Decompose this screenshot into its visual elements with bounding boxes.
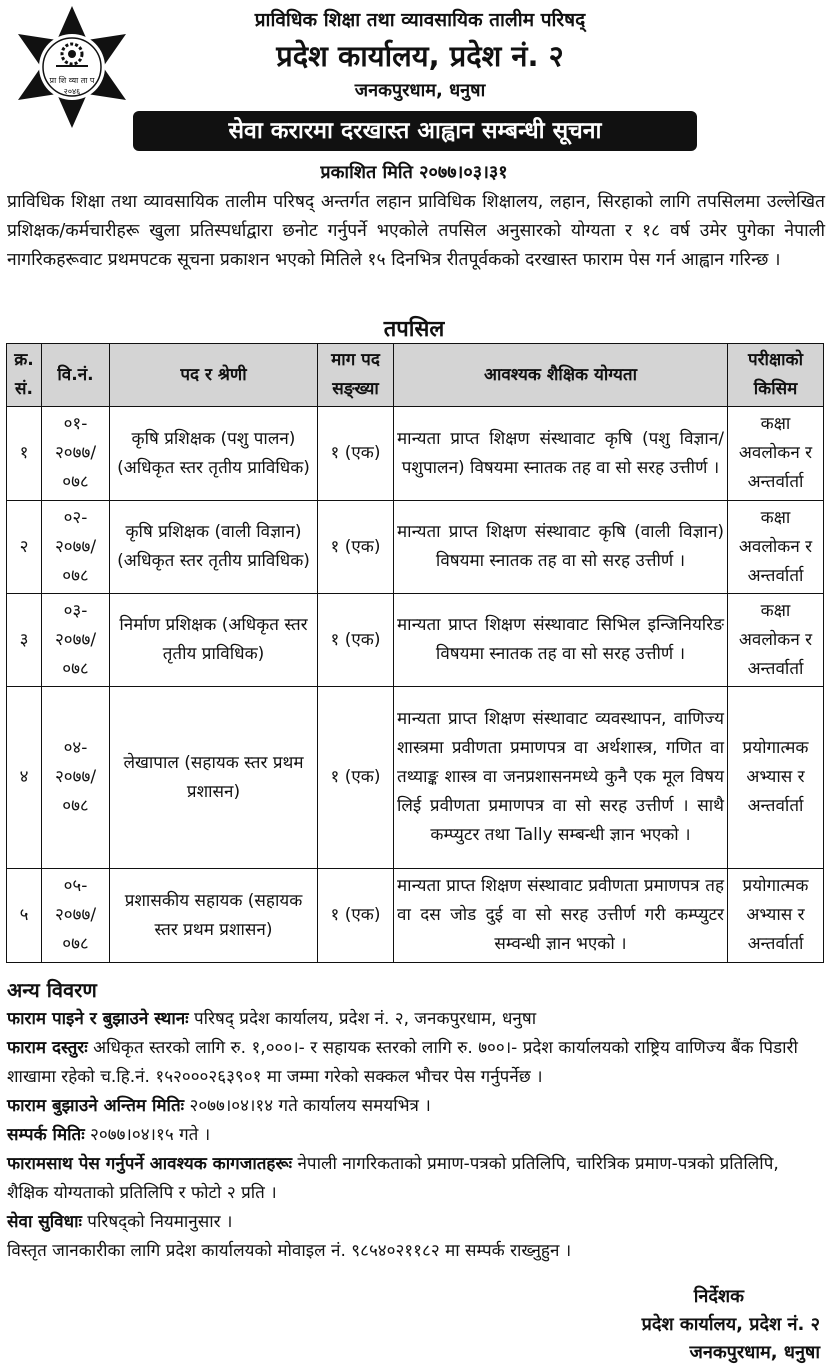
schedule-title: तपसिल [383, 317, 445, 342]
signature-block [642, 1283, 820, 1367]
detail-item [7, 1121, 825, 1150]
header-qualification: आवश्यक शैक्षिक योग्यता [394, 344, 728, 407]
detail-text: परिषद्को नियमानुसार । [81, 1212, 233, 1232]
detail-item [7, 1034, 825, 1092]
cell-exam-type: कक्षा अवलोकन र अन्तर्वार्ता [728, 594, 824, 687]
table-row [7, 407, 824, 501]
emblem-text: प्रा शि व्या ता प [49, 76, 95, 85]
detail-item [7, 1005, 825, 1034]
table-header-row [7, 344, 824, 407]
cell-demand: १ (एक) [318, 687, 394, 869]
emblem-year: २०४६ [63, 87, 81, 96]
cell-demand: १ (एक) [318, 594, 394, 687]
detail-text: २०७७।०४।१४ गते कार्यालय समयभित्र । [184, 1096, 431, 1116]
cell-qualification: मान्यता प्राप्त शिक्षण संस्थावाट कृषि (वाली विज्ञान) विषयमा स्नातक तह वा सो सरह उत्तीर्ण । [394, 501, 728, 594]
detail-item [7, 1150, 825, 1208]
other-details [7, 976, 825, 1266]
cell-adv-no: ०३- २०७७/ ०७८ [42, 594, 110, 687]
signatory-title: निर्देशक [693, 1286, 744, 1307]
cell-sn: २ [7, 501, 42, 594]
detail-text: परिषद् प्रदेश कार्यालय, प्रदेश नं. २, जनकपुरधाम, धनुषा [188, 1009, 537, 1029]
table-row [7, 687, 824, 869]
cell-qualification: मान्यता प्राप्त शिक्षण संस्थावाट प्रवीणता प्रमाणपत्र तह वा दस जोड दुई वा सो सरह उत्तीर्ण गरी कम्प्युटर सम्वन्धी ज्ञान भएको । [394, 869, 728, 963]
table-row [7, 869, 824, 963]
cell-post: लेखापाल (सहायक स्तर प्रथम प्रशासन) [110, 687, 318, 869]
cell-demand: १ (एक) [318, 407, 394, 501]
cell-adv-no: ०१- २०७७/ ०७८ [42, 407, 110, 501]
cell-post: कृषि प्रशिक्षक (पशु पालन) (अधिकृत स्तर तृतीय प्राविधिक) [110, 407, 318, 501]
cell-adv-no: ०५- २०७७/ ०७८ [42, 869, 110, 963]
ctevt-emblem-icon [8, 4, 136, 130]
table-row [7, 594, 824, 687]
office-location: जनकपुरधाम, धनुषा [354, 80, 486, 101]
detail-label: फारामसाथ पेस गर्नुपर्ने आवश्यक कागजातहरूः [7, 1154, 293, 1174]
detail-label: फाराम बुझाउने अन्तिम मितिः [7, 1096, 185, 1116]
council-name: प्राविधिक शिक्षा तथा व्यावसायिक तालीम परिषद् [254, 9, 586, 31]
cell-sn: ५ [7, 869, 42, 963]
header-demand: माग पद सङ्ख्या [318, 344, 394, 407]
signatory-office: प्रदेश कार्यालय, प्रदेश नं. २ [641, 1314, 820, 1335]
cell-qualification: मान्यता प्राप्त शिक्षण संस्थावाट कृषि (पशु विज्ञान/पशुपालन) विषयमा स्नातक तह वा सो सरह उत्तीर्ण । [394, 407, 728, 501]
cell-post: कृषि प्रशिक्षक (वाली विज्ञान) (अधिकृत स्तर तृतीय प्राविधिक) [110, 501, 318, 594]
detail-label: फाराम पाइने र बुझाउने स्थानः [7, 1009, 189, 1029]
cell-demand: १ (एक) [318, 501, 394, 594]
detail-text: २०७७।०४।१५ गते । [84, 1125, 211, 1145]
detail-label: सेवा सुविधाः [7, 1212, 82, 1232]
detail-item [7, 1092, 825, 1121]
detail-label: सम्पर्क मितिः [7, 1125, 85, 1145]
cell-post: प्रशासकीय सहायक (सहायक स्तर प्रथम प्रशासन) [110, 869, 318, 963]
cell-qualification: मान्यता प्राप्त शिक्षण संस्थावाट व्यवस्थापन, वाणिज्य शास्त्रमा प्रवीणता प्रमाणपत्र वा अर्थशास्त्र, गणित वा तथ्याङ्क शास्त्र वा जनप्रशासनमध्ये कुनै एक मूल विषय लिई प्रवीणता प्रमाणपत्र वा सो सरह उत्तीर्ण । साथै कम्प्युटर तथा Tally सम्बन्धी ज्ञान भएको । [394, 687, 728, 869]
notice-title: सेवा करारमा दरखास्त आह्वान सम्बन्धी सूचना [133, 111, 697, 151]
published-date: प्रकाशित मिति २०७७।०३।३१ [320, 162, 508, 183]
header-post: पद र श्रेणी [110, 344, 318, 407]
cell-sn: ४ [7, 687, 42, 869]
cell-exam-type: प्रयोगात्मक अभ्यास र अन्तर्वार्ता [728, 687, 824, 869]
cell-exam-type: प्रयोगात्मक अभ्यास र अन्तर्वार्ता [728, 869, 824, 963]
detail-item [7, 1208, 825, 1237]
table-row [7, 501, 824, 594]
cell-sn: १ [7, 407, 42, 501]
cell-qualification: मान्यता प्राप्त शिक्षण संस्थावाट सिभिल इन्जिनियरिङ विषयमा स्नातक तह वा सो सरह उत्तीर्ण । [394, 594, 728, 687]
other-details-title: अन्य विवरण [7, 978, 97, 1002]
vacancy-table [6, 343, 824, 963]
cell-post: निर्माण प्रशिक्षक (अधिकृत स्तर तृतीय प्राविधिक) [110, 594, 318, 687]
cell-exam-type: कक्षा अवलोकन र अन्तर्वार्ता [728, 501, 824, 594]
intro-paragraph: प्राविधिक शिक्षा तथा व्यावसायिक तालीम परिषद् अन्तर्गत लहान प्राविधिक शिक्षालय, लहान, सिरहाको लागि तपसिलमा उल्लेखित प्रशिक्षक/कर्मचारीहरू खुला प्रतिस्पर्धाद्वारा छनोट गर्नुपर्ने भएकोले तपसिल अनुसारको योग्यता र १८ वर्ष उमेर पुगेका नेपाली नागरिकहरूवाट प्रथमपटक सूचना प्रकाशन भएको मितिले १५ दिनभित्र रीतपूर्वकको दरखास्त फाराम पेस गर्न आह्वान गरिन्छ । [7, 192, 825, 270]
contact-line: विस्तृत जानकारीका लागि प्रदेश कार्यालयको मोवाइल नं. ९८५४०२११८२ मा सम्पर्क राख्नुहुन । [7, 1241, 572, 1261]
detail-text: नेपाली नागरिकताको प्रमाण-पत्रको प्रतिलिपि, चारित्रिक प्रमाण-पत्रको प्रतिलिपि, शैक्षिक योग्यताको प्रतिलिपि र फोटो २ प्रति । [7, 1154, 779, 1203]
signatory-place: जनकपुरधाम, धनुषा [689, 1342, 820, 1363]
cell-adv-no: ०४- २०७७/ ०७८ [42, 687, 110, 869]
cell-exam-type: कक्षा अवलोकन र अन्तर्वार्ता [728, 407, 824, 501]
office-name: प्रदेश कार्यालय, प्रदेश नं. २ [276, 39, 564, 73]
cell-adv-no: ०२- २०७७/ ०७८ [42, 501, 110, 594]
cell-demand: १ (एक) [318, 869, 394, 963]
detail-label: फाराम दस्तुरः [7, 1038, 88, 1058]
header-adv-no: वि.नं. [42, 344, 110, 407]
detail-text: अधिकृत स्तरको लागि रु. १,०००।- र सहायक स्तरको लागि रु. ७००।- प्रदेश कार्यालयको राष्ट्रिय वाणिज्य बैंक पिडारी शाखामा रहेको च.हि.नं. १५२०००२६३९०१ मा जम्मा गरेको सक्कल भौचर पेस गर्नुपर्नेछ । [7, 1038, 798, 1087]
header-sn: क्र. सं. [7, 344, 42, 407]
cell-sn: ३ [7, 594, 42, 687]
header-exam-type: परीक्षाको किसिम [728, 344, 824, 407]
